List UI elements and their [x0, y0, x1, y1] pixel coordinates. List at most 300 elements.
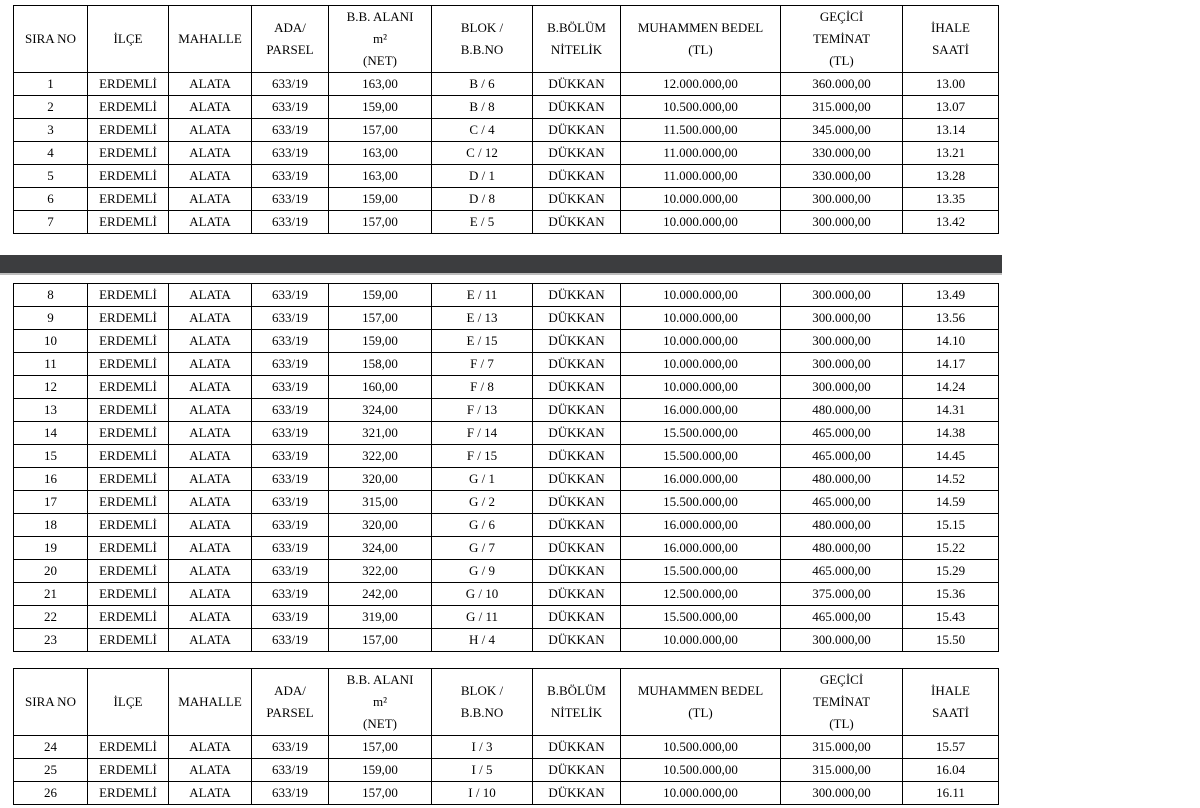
- cell-teminat: 480.000,00: [781, 537, 903, 560]
- cell-saat: 14.24: [903, 376, 999, 399]
- cell-mahalle: ALATA: [169, 211, 252, 234]
- cell-ada-parsel: 633/19: [252, 96, 329, 119]
- header-alan-line1: B.B. ALANI: [346, 9, 414, 24]
- cell-mahalle: ALATA: [169, 307, 252, 330]
- cell-bedel: 10.000.000,00: [621, 307, 781, 330]
- cell-ada-parsel: 633/19: [252, 330, 329, 353]
- header-mahalle-text: MAHALLE: [178, 31, 242, 46]
- cell-blok: E / 11: [432, 284, 533, 307]
- header-nitelik-line1: B.BÖLÜM: [547, 683, 606, 698]
- cell-sira-no: 8: [14, 284, 88, 307]
- cell-sira-no: 14: [14, 422, 88, 445]
- cell-ilce: ERDEMLİ: [88, 142, 169, 165]
- cell-nitelik: DÜKKAN: [533, 468, 621, 491]
- cell-sira-no: 12: [14, 376, 88, 399]
- cell-teminat: 465.000,00: [781, 606, 903, 629]
- cell-ada-parsel: 633/19: [252, 560, 329, 583]
- table-row: [14, 422, 999, 445]
- header-nitelik-line2: NİTELİK: [550, 705, 603, 720]
- header-teminat-line1: GEÇİCİ: [819, 672, 864, 687]
- header-bedel-line2: (TL): [688, 705, 713, 720]
- header-ada-line1: ADA/: [274, 20, 306, 35]
- cell-ada-parsel: 633/19: [252, 211, 329, 234]
- header-teminat: [781, 6, 903, 73]
- cell-blok: I / 10: [432, 782, 533, 805]
- header-bedel: [621, 669, 781, 736]
- cell-mahalle: ALATA: [169, 353, 252, 376]
- cell-sira-no: 5: [14, 165, 88, 188]
- cell-teminat: 480.000,00: [781, 399, 903, 422]
- cell-mahalle: ALATA: [169, 445, 252, 468]
- cell-ada-parsel: 633/19: [252, 399, 329, 422]
- cell-bedel: 10.000.000,00: [621, 353, 781, 376]
- table-body-2: [14, 284, 999, 652]
- table-row: [14, 445, 999, 468]
- cell-alan: 163,00: [329, 73, 432, 96]
- cell-saat: 15.36: [903, 583, 999, 606]
- cell-mahalle: ALATA: [169, 142, 252, 165]
- cell-saat: 13.49: [903, 284, 999, 307]
- cell-nitelik: DÜKKAN: [533, 96, 621, 119]
- cell-nitelik: DÜKKAN: [533, 629, 621, 652]
- cell-ada-parsel: 633/19: [252, 142, 329, 165]
- header-teminat: [781, 669, 903, 736]
- cell-ada-parsel: 633/19: [252, 165, 329, 188]
- cell-sira-no: 10: [14, 330, 88, 353]
- cell-teminat: 315.000,00: [781, 736, 903, 759]
- cell-sira-no: 23: [14, 629, 88, 652]
- cell-bedel: 10.000.000,00: [621, 284, 781, 307]
- cell-blok: C / 4: [432, 119, 533, 142]
- table-row: [14, 353, 999, 376]
- cell-nitelik: DÜKKAN: [533, 491, 621, 514]
- cell-sira-no: 4: [14, 142, 88, 165]
- header-alan-line2: m²: [372, 694, 387, 709]
- header-blok-line1: BLOK /: [460, 20, 504, 35]
- cell-nitelik: DÜKKAN: [533, 307, 621, 330]
- cell-blok: E / 13: [432, 307, 533, 330]
- cell-saat: 15.15: [903, 514, 999, 537]
- table-row: [14, 284, 999, 307]
- cell-ilce: ERDEMLİ: [88, 307, 169, 330]
- cell-teminat: 300.000,00: [781, 284, 903, 307]
- header-ilce: [88, 6, 169, 73]
- cell-ilce: ERDEMLİ: [88, 491, 169, 514]
- cell-blok: F / 13: [432, 399, 533, 422]
- cell-mahalle: ALATA: [169, 629, 252, 652]
- cell-ilce: ERDEMLİ: [88, 537, 169, 560]
- cell-bedel: 16.000.000,00: [621, 514, 781, 537]
- cell-saat: 13.56: [903, 307, 999, 330]
- cell-ilce: ERDEMLİ: [88, 188, 169, 211]
- table-row: [14, 782, 999, 805]
- table-row: [14, 736, 999, 759]
- cell-sira-no: 6: [14, 188, 88, 211]
- cell-sira-no: 21: [14, 583, 88, 606]
- cell-blok: F / 14: [432, 422, 533, 445]
- cell-alan: 158,00: [329, 353, 432, 376]
- cell-bedel: 15.500.000,00: [621, 606, 781, 629]
- cell-saat: 15.50: [903, 629, 999, 652]
- cell-alan: 322,00: [329, 445, 432, 468]
- cell-bedel: 10.500.000,00: [621, 736, 781, 759]
- header-ada-parsel: [252, 669, 329, 736]
- table-row: [14, 73, 999, 96]
- cell-mahalle: ALATA: [169, 165, 252, 188]
- cell-blok: G / 7: [432, 537, 533, 560]
- cell-alan: 159,00: [329, 759, 432, 782]
- cell-teminat: 300.000,00: [781, 211, 903, 234]
- header-teminat-line3: (TL): [829, 53, 854, 68]
- cell-alan: 159,00: [329, 284, 432, 307]
- header-saat-line1: İHALE: [931, 20, 970, 35]
- auction-table-part-2: [13, 283, 999, 652]
- table-row: [14, 491, 999, 514]
- cell-blok: I / 3: [432, 736, 533, 759]
- cell-sira-no: 19: [14, 537, 88, 560]
- cell-nitelik: DÜKKAN: [533, 73, 621, 96]
- header-ada-line2: PARSEL: [266, 705, 314, 720]
- cell-saat: 13.35: [903, 188, 999, 211]
- cell-mahalle: ALATA: [169, 468, 252, 491]
- cell-alan: 321,00: [329, 422, 432, 445]
- cell-teminat: 480.000,00: [781, 514, 903, 537]
- cell-ilce: ERDEMLİ: [88, 119, 169, 142]
- cell-teminat: 345.000,00: [781, 119, 903, 142]
- header-teminat-line1: GEÇİCİ: [819, 9, 864, 24]
- cell-nitelik: DÜKKAN: [533, 165, 621, 188]
- cell-ada-parsel: 633/19: [252, 606, 329, 629]
- cell-bedel: 15.500.000,00: [621, 560, 781, 583]
- cell-ilce: ERDEMLİ: [88, 468, 169, 491]
- cell-teminat: 300.000,00: [781, 376, 903, 399]
- cell-saat: 13.42: [903, 211, 999, 234]
- table-header-row: [14, 6, 999, 73]
- table-row: [14, 330, 999, 353]
- cell-bedel: 15.500.000,00: [621, 491, 781, 514]
- cell-ada-parsel: 633/19: [252, 73, 329, 96]
- cell-ilce: ERDEMLİ: [88, 353, 169, 376]
- cell-blok: I / 5: [432, 759, 533, 782]
- cell-mahalle: ALATA: [169, 606, 252, 629]
- cell-mahalle: ALATA: [169, 491, 252, 514]
- header-blok-line2: B.B.NO: [460, 705, 504, 720]
- cell-saat: 15.43: [903, 606, 999, 629]
- cell-nitelik: DÜKKAN: [533, 537, 621, 560]
- cell-blok: C / 12: [432, 142, 533, 165]
- cell-blok: F / 15: [432, 445, 533, 468]
- cell-alan: 157,00: [329, 782, 432, 805]
- cell-ilce: ERDEMLİ: [88, 736, 169, 759]
- cell-nitelik: DÜKKAN: [533, 445, 621, 468]
- cell-nitelik: DÜKKAN: [533, 142, 621, 165]
- cell-alan: 163,00: [329, 165, 432, 188]
- cell-blok: G / 2: [432, 491, 533, 514]
- cell-sira-no: 16: [14, 468, 88, 491]
- header-teminat-line3: (TL): [829, 716, 854, 731]
- cell-ada-parsel: 633/19: [252, 468, 329, 491]
- cell-ilce: ERDEMLİ: [88, 606, 169, 629]
- cell-saat: 13.28: [903, 165, 999, 188]
- header-ada-line1: ADA/: [274, 683, 306, 698]
- cell-ada-parsel: 633/19: [252, 284, 329, 307]
- cell-blok: E / 5: [432, 211, 533, 234]
- cell-nitelik: DÜKKAN: [533, 583, 621, 606]
- cell-sira-no: 20: [14, 560, 88, 583]
- header-bedel-line1: MUHAMMEN BEDEL: [637, 20, 764, 35]
- header-nitelik: [533, 6, 621, 73]
- table-row: [14, 119, 999, 142]
- cell-ada-parsel: 633/19: [252, 188, 329, 211]
- cell-ada-parsel: 633/19: [252, 736, 329, 759]
- cell-sira-no: 13: [14, 399, 88, 422]
- cell-bedel: 15.500.000,00: [621, 445, 781, 468]
- cell-saat: 15.29: [903, 560, 999, 583]
- header-nitelik: [533, 669, 621, 736]
- cell-saat: 13.00: [903, 73, 999, 96]
- cell-nitelik: DÜKKAN: [533, 353, 621, 376]
- cell-mahalle: ALATA: [169, 736, 252, 759]
- header-alan: [329, 669, 432, 736]
- cell-blok: H / 4: [432, 629, 533, 652]
- header-teminat-line2: TEMİNAT: [812, 694, 871, 709]
- cell-ada-parsel: 633/19: [252, 514, 329, 537]
- cell-saat: 13.07: [903, 96, 999, 119]
- cell-bedel: 10.000.000,00: [621, 782, 781, 805]
- header-alan-line3: (NET): [363, 53, 397, 68]
- cell-ilce: ERDEMLİ: [88, 330, 169, 353]
- cell-bedel: 10.000.000,00: [621, 629, 781, 652]
- cell-mahalle: ALATA: [169, 514, 252, 537]
- cell-ilce: ERDEMLİ: [88, 284, 169, 307]
- header-saat-line1: İHALE: [931, 683, 970, 698]
- cell-mahalle: ALATA: [169, 284, 252, 307]
- cell-ilce: ERDEMLİ: [88, 422, 169, 445]
- cell-ada-parsel: 633/19: [252, 583, 329, 606]
- cell-ada-parsel: 633/19: [252, 445, 329, 468]
- cell-ada-parsel: 633/19: [252, 782, 329, 805]
- cell-ilce: ERDEMLİ: [88, 376, 169, 399]
- cell-nitelik: DÜKKAN: [533, 782, 621, 805]
- cell-mahalle: ALATA: [169, 119, 252, 142]
- header-ada-line2: PARSEL: [266, 42, 314, 57]
- table-row: [14, 307, 999, 330]
- header-bedel: [621, 6, 781, 73]
- table-row: [14, 583, 999, 606]
- cell-teminat: 330.000,00: [781, 165, 903, 188]
- cell-nitelik: DÜKKAN: [533, 514, 621, 537]
- cell-alan: 157,00: [329, 629, 432, 652]
- header-ilce-text: İLÇE: [113, 31, 143, 46]
- cell-saat: 16.11: [903, 782, 999, 805]
- header-alan: [329, 6, 432, 73]
- cell-ilce: ERDEMLİ: [88, 759, 169, 782]
- table-row: [14, 560, 999, 583]
- cell-bedel: 10.500.000,00: [621, 759, 781, 782]
- header-mahalle-text: MAHALLE: [178, 694, 242, 709]
- cell-alan: 160,00: [329, 376, 432, 399]
- cell-mahalle: ALATA: [169, 759, 252, 782]
- cell-alan: 324,00: [329, 537, 432, 560]
- cell-ilce: ERDEMLİ: [88, 96, 169, 119]
- cell-teminat: 465.000,00: [781, 560, 903, 583]
- table-row: [14, 188, 999, 211]
- cell-nitelik: DÜKKAN: [533, 119, 621, 142]
- table-row: [14, 468, 999, 491]
- header-nitelik-line1: B.BÖLÜM: [547, 20, 606, 35]
- cell-alan: 324,00: [329, 399, 432, 422]
- cell-saat: 14.59: [903, 491, 999, 514]
- cell-bedel: 15.500.000,00: [621, 422, 781, 445]
- cell-blok: D / 1: [432, 165, 533, 188]
- header-mahalle: [169, 6, 252, 73]
- table-body-1: [14, 73, 999, 234]
- cell-blok: F / 8: [432, 376, 533, 399]
- cell-nitelik: DÜKKAN: [533, 188, 621, 211]
- cell-bedel: 10.000.000,00: [621, 188, 781, 211]
- cell-sira-no: 26: [14, 782, 88, 805]
- table-body-3: [14, 736, 999, 805]
- cell-ilce: ERDEMLİ: [88, 165, 169, 188]
- cell-teminat: 300.000,00: [781, 629, 903, 652]
- cell-bedel: 10.000.000,00: [621, 211, 781, 234]
- cell-nitelik: DÜKKAN: [533, 376, 621, 399]
- table-row: [14, 606, 999, 629]
- cell-bedel: 11.500.000,00: [621, 119, 781, 142]
- cell-sira-no: 15: [14, 445, 88, 468]
- cell-sira-no: 7: [14, 211, 88, 234]
- cell-bedel: 10.000.000,00: [621, 376, 781, 399]
- cell-mahalle: ALATA: [169, 422, 252, 445]
- cell-ada-parsel: 633/19: [252, 119, 329, 142]
- cell-nitelik: DÜKKAN: [533, 330, 621, 353]
- cell-saat: 14.38: [903, 422, 999, 445]
- header-blok: [432, 6, 533, 73]
- cell-saat: 14.31: [903, 399, 999, 422]
- cell-alan: 157,00: [329, 211, 432, 234]
- cell-saat: 13.21: [903, 142, 999, 165]
- cell-ilce: ERDEMLİ: [88, 211, 169, 234]
- cell-nitelik: DÜKKAN: [533, 759, 621, 782]
- cell-blok: D / 8: [432, 188, 533, 211]
- cell-sira-no: 24: [14, 736, 88, 759]
- cell-ilce: ERDEMLİ: [88, 445, 169, 468]
- cell-blok: G / 1: [432, 468, 533, 491]
- cell-ada-parsel: 633/19: [252, 307, 329, 330]
- cell-mahalle: ALATA: [169, 537, 252, 560]
- cell-teminat: 300.000,00: [781, 307, 903, 330]
- header-bedel-line1: MUHAMMEN BEDEL: [637, 683, 764, 698]
- cell-saat: 15.57: [903, 736, 999, 759]
- header-sira-no-text: SIRA NO: [25, 31, 76, 46]
- table-row: [14, 399, 999, 422]
- cell-ada-parsel: 633/19: [252, 422, 329, 445]
- cell-saat: 14.52: [903, 468, 999, 491]
- cell-bedel: 12.000.000,00: [621, 73, 781, 96]
- cell-mahalle: ALATA: [169, 376, 252, 399]
- table-header-row: [14, 669, 999, 736]
- cell-teminat: 465.000,00: [781, 422, 903, 445]
- cell-mahalle: ALATA: [169, 782, 252, 805]
- cell-nitelik: DÜKKAN: [533, 606, 621, 629]
- cell-blok: E / 15: [432, 330, 533, 353]
- auction-table-part-3: [13, 668, 999, 805]
- header-ilce: [88, 669, 169, 736]
- cell-teminat: 300.000,00: [781, 782, 903, 805]
- cell-nitelik: DÜKKAN: [533, 560, 621, 583]
- header-sira-no: [14, 669, 88, 736]
- table-row: [14, 514, 999, 537]
- table-row: [14, 211, 999, 234]
- cell-nitelik: DÜKKAN: [533, 422, 621, 445]
- cell-sira-no: 1: [14, 73, 88, 96]
- header-sira-no: [14, 6, 88, 73]
- cell-teminat: 360.000,00: [781, 73, 903, 96]
- cell-saat: 13.14: [903, 119, 999, 142]
- cell-mahalle: ALATA: [169, 583, 252, 606]
- cell-alan: 320,00: [329, 468, 432, 491]
- table-row: [14, 142, 999, 165]
- cell-ilce: ERDEMLİ: [88, 583, 169, 606]
- header-ada-parsel: [252, 6, 329, 73]
- cell-teminat: 315.000,00: [781, 96, 903, 119]
- cell-sira-no: 2: [14, 96, 88, 119]
- cell-teminat: 480.000,00: [781, 468, 903, 491]
- cell-saat: 14.45: [903, 445, 999, 468]
- header-blok-line2: B.B.NO: [460, 42, 504, 57]
- cell-sira-no: 25: [14, 759, 88, 782]
- table-row: [14, 165, 999, 188]
- cell-blok: B / 8: [432, 96, 533, 119]
- cell-sira-no: 3: [14, 119, 88, 142]
- cell-saat: 14.17: [903, 353, 999, 376]
- header-mahalle: [169, 669, 252, 736]
- cell-ada-parsel: 633/19: [252, 759, 329, 782]
- page-separator-bar: [0, 255, 1002, 273]
- cell-ilce: ERDEMLİ: [88, 73, 169, 96]
- table-row: [14, 759, 999, 782]
- cell-ada-parsel: 633/19: [252, 491, 329, 514]
- cell-teminat: 315.000,00: [781, 759, 903, 782]
- cell-nitelik: DÜKKAN: [533, 211, 621, 234]
- header-teminat-line2: TEMİNAT: [812, 31, 871, 46]
- cell-bedel: 11.000.000,00: [621, 142, 781, 165]
- cell-blok: G / 11: [432, 606, 533, 629]
- cell-ilce: ERDEMLİ: [88, 782, 169, 805]
- cell-alan: 315,00: [329, 491, 432, 514]
- header-alan-line3: (NET): [363, 716, 397, 731]
- header-saat-line2: SAATİ: [932, 705, 969, 720]
- table-row: [14, 376, 999, 399]
- cell-ada-parsel: 633/19: [252, 353, 329, 376]
- cell-alan: 242,00: [329, 583, 432, 606]
- cell-mahalle: ALATA: [169, 188, 252, 211]
- header-saat-line2: SAATİ: [932, 42, 969, 57]
- auction-table-part-1: [13, 5, 999, 234]
- cell-teminat: 375.000,00: [781, 583, 903, 606]
- header-ilce-text: İLÇE: [113, 694, 143, 709]
- cell-sira-no: 18: [14, 514, 88, 537]
- cell-blok: G / 9: [432, 560, 533, 583]
- header-blok: [432, 669, 533, 736]
- cell-alan: 157,00: [329, 307, 432, 330]
- cell-sira-no: 11: [14, 353, 88, 376]
- cell-blok: G / 6: [432, 514, 533, 537]
- cell-mahalle: ALATA: [169, 560, 252, 583]
- cell-teminat: 330.000,00: [781, 142, 903, 165]
- cell-sira-no: 22: [14, 606, 88, 629]
- header-sira-no-text: SIRA NO: [25, 694, 76, 709]
